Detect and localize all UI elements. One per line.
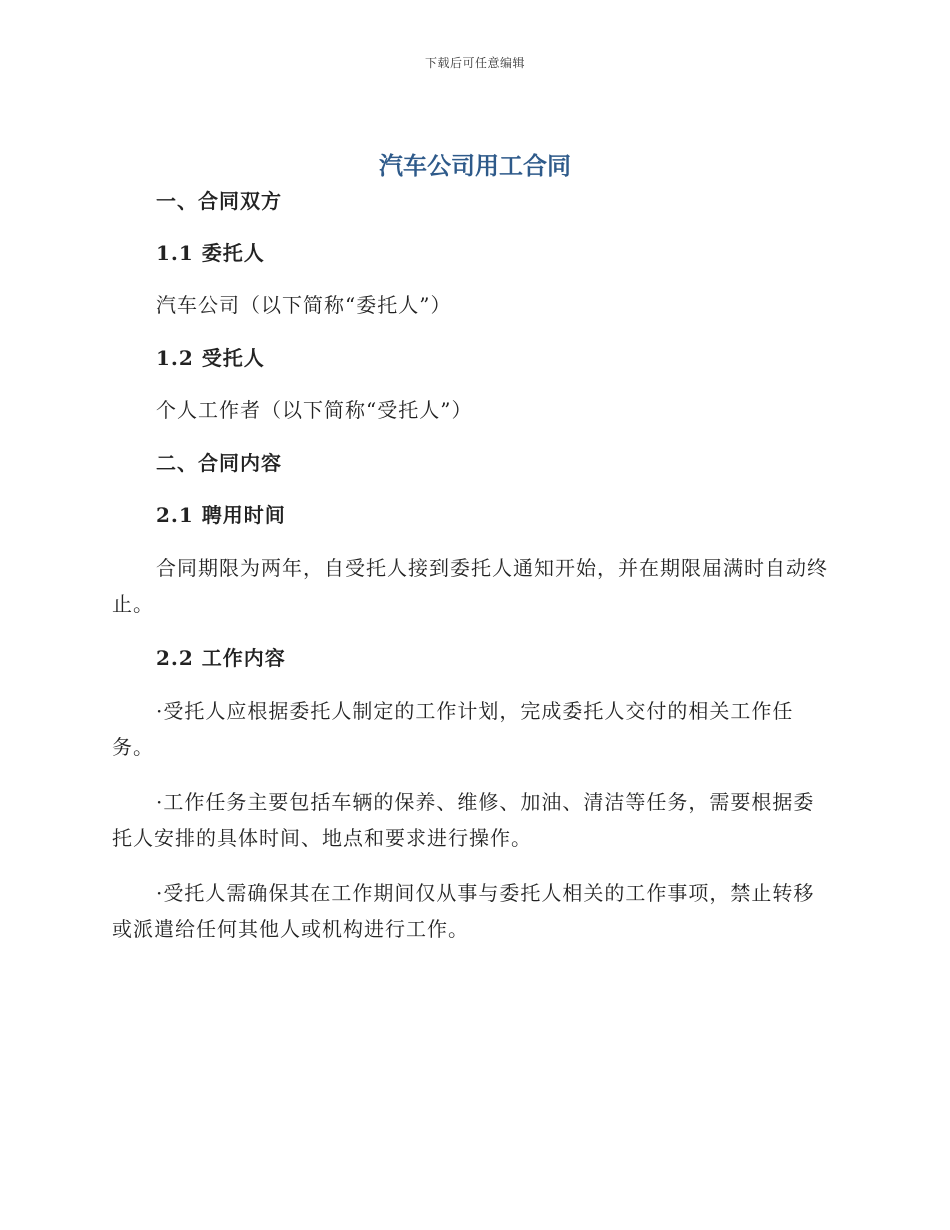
header-note: 下载后可任意编辑: [424, 56, 525, 70]
duty-bullet-1: ·受托人应根据委托人制定的工作计划，完成委托人交付的相关工作任务。: [112, 699, 794, 759]
agent-text: 个人工作者（以下简称“受托人”）: [156, 398, 473, 422]
term-paragraph: 合同期限为两年，自受托人接到委托人通知开始，并在期限届满时自动终止。: [112, 556, 828, 616]
subsection-heading-agent: 1.2 受托人: [156, 346, 265, 370]
subsection-heading-principal: 1.1 委托人: [156, 241, 265, 265]
section-heading-parties: 一、合同双方: [156, 189, 282, 213]
principal-text: 汽车公司（以下简称“委托人”）: [156, 293, 452, 317]
section-heading-content: 二、合同内容: [156, 451, 282, 475]
duty-bullet-2: ·工作任务主要包括车辆的保养、维修、加油、清洁等任务，需要根据委托人安排的具体时间、地点和要求进行操作。: [112, 790, 815, 850]
duty-bullet-3: ·受托人需确保其在工作期间仅从事与委托人相关的工作事项，禁止转移或派遣给任何其他人或机构进行工作。: [112, 881, 815, 941]
subsection-heading-duties: 2.2 工作内容: [156, 646, 286, 670]
subsection-heading-term: 2.1 聘用时间: [156, 503, 286, 527]
document-title: 汽车公司用工合同: [379, 152, 571, 180]
